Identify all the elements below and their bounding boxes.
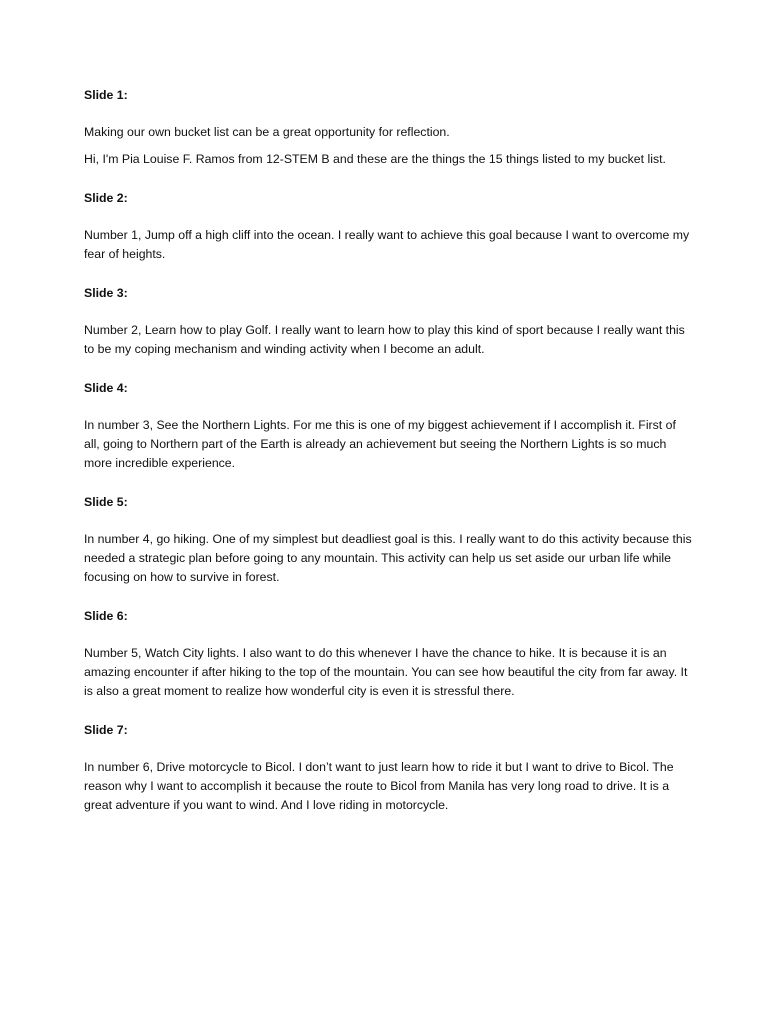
slide-paragraph: In number 6, Drive motorcycle to Bicol. I don’t want to just learn how to ride it but I want to drive to Bicol. The reason why I want to accomplish it because the route to Bicol from Manila has very long road to drive. It is a great adventure if you want to wind. And I love riding in motorcycle. [84, 760, 674, 812]
slide-heading: Slide 7: [84, 723, 128, 737]
slide-heading: Slide 4: [84, 381, 128, 395]
slide-section-5 [84, 493, 694, 587]
slide-section-3 [84, 284, 694, 359]
document-page [84, 86, 694, 823]
slide-section-4 [84, 379, 694, 473]
slide-paragraph: Number 1, Jump off a high cliff into the ocean. I really want to achieve this goal because I want to overcome my fear of heights. [84, 228, 690, 261]
slide-paragraph: Number 2, Learn how to play Golf. I really want to learn how to play this kind of sport because I really want this to be my coping mechanism and winding activity when I become an adult. [84, 323, 685, 356]
slide-heading: Slide 1: [84, 88, 128, 102]
slide-paragraph: In number 3, See the Northern Lights. For me this is one of my biggest achievement if I accomplish it. First of all, going to Northern part of the Earth is already an achievement but seeing the Northern Lights is so much more incredible experience. [84, 418, 676, 470]
slide-section-6 [84, 607, 694, 701]
slide-section-2 [84, 189, 694, 264]
slide-paragraph: Hi, I'm Pia Louise F. Ramos from 12-STEM B and these are the things the 15 things listed to my bucket list. [84, 152, 666, 166]
slide-heading: Slide 6: [84, 609, 128, 623]
slide-heading: Slide 3: [84, 286, 128, 300]
slide-heading: Slide 5: [84, 495, 128, 509]
slide-paragraph: In number 4, go hiking. One of my simplest but deadliest goal is this. I really want to do this activity because this needed a strategic plan before going to any mountain. This activity can help us set aside our urban life while focusing on how to survive in forest. [84, 532, 692, 584]
slide-heading: Slide 2: [84, 191, 128, 205]
slide-paragraph: Number 5, Watch City lights. I also want to do this whenever I have the chance to hike. It is because it is an amazing encounter if after hiking to the top of the mountain. You can see how beautiful the city from far away. It is also a great moment to realize how wonderful city is even it is stressful there. [84, 646, 688, 698]
slide-paragraph: Making our own bucket list can be a great opportunity for reflection. [84, 125, 450, 139]
slide-section-1 [84, 86, 694, 169]
slide-section-7 [84, 721, 694, 815]
